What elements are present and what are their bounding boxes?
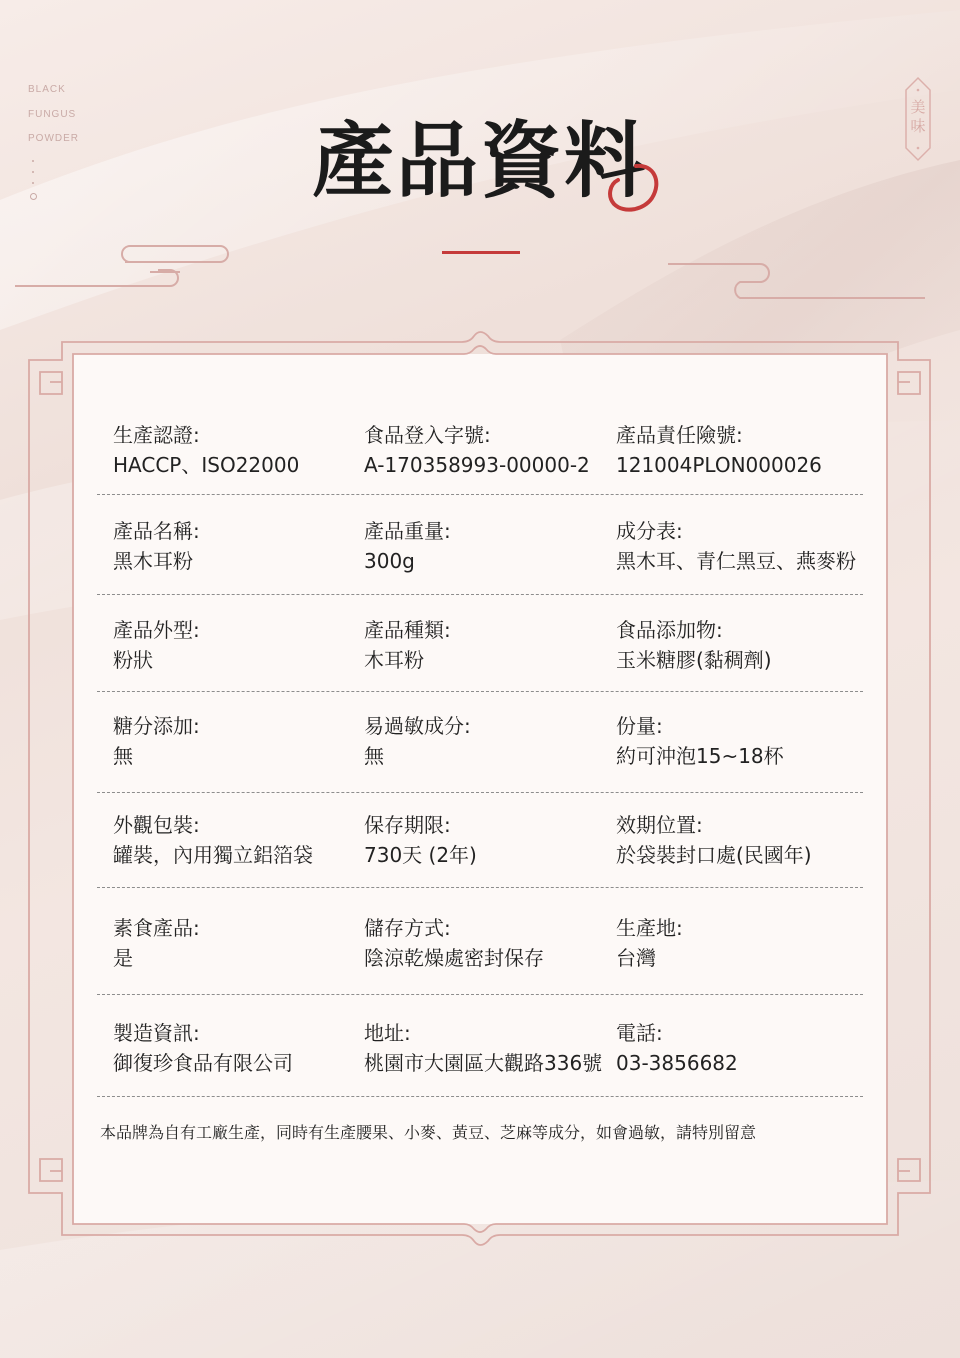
- info-cell: [113, 516, 200, 576]
- info-row: [97, 516, 863, 576]
- row-divider: [97, 1096, 863, 1097]
- field-value: 730天 (2年): [364, 843, 477, 867]
- field-value: 玉米糖膠(黏稠劑): [616, 648, 772, 672]
- info-cell: [616, 1018, 738, 1078]
- field-value: 木耳粉: [364, 648, 424, 672]
- info-cell: [616, 420, 822, 480]
- row-divider: [97, 792, 863, 793]
- info-cell: [113, 913, 200, 973]
- field-value: 黑木耳、青仁黑豆、燕麥粉: [616, 549, 856, 573]
- info-cell: [364, 913, 544, 973]
- field-value: 約可沖泡15~18杯: [616, 744, 784, 768]
- field-value: 是: [113, 946, 133, 970]
- info-cell: [616, 516, 856, 576]
- info-cell: [113, 615, 200, 675]
- field-label: 生產認證:: [113, 423, 200, 447]
- field-label: 產品外型:: [113, 618, 200, 642]
- field-label: 製造資訊:: [113, 1021, 200, 1045]
- field-label: 食品登入字號:: [364, 423, 491, 447]
- field-label: 外觀包裝:: [113, 813, 200, 837]
- field-label: 地址:: [364, 1021, 411, 1045]
- info-cell: [616, 711, 784, 771]
- field-label: 產品責任險號:: [616, 423, 743, 447]
- info-cell: [364, 711, 471, 771]
- info-cell: [364, 1018, 602, 1078]
- info-row: [97, 711, 863, 771]
- info-cell: [616, 913, 683, 973]
- info-row: [97, 420, 863, 480]
- info-cell: [364, 615, 451, 675]
- side-text-line: BLACK: [28, 84, 66, 95]
- field-label: 糖分添加:: [113, 714, 200, 738]
- field-label: 生產地:: [616, 916, 683, 940]
- info-cell: [364, 420, 590, 480]
- field-value: 黑木耳粉: [113, 549, 193, 573]
- field-label: 保存期限:: [364, 813, 451, 837]
- allergen-note: 本品牌為自有工廠生產，同時有生產腰果、小麥、黃豆、芝麻等成分，如會過敏，請特別留意: [100, 1123, 757, 1142]
- info-row: [97, 1018, 863, 1078]
- info-cell: [364, 516, 451, 576]
- row-divider: [97, 887, 863, 888]
- row-divider: [97, 494, 863, 495]
- field-label: 素食產品:: [113, 916, 200, 940]
- info-cell: [113, 810, 313, 870]
- field-value: 陰涼乾燥處密封保存: [364, 946, 544, 970]
- field-label: 效期位置:: [616, 813, 703, 837]
- field-label: 成分表:: [616, 519, 683, 543]
- side-text-line: FUNGUS: [28, 108, 77, 120]
- row-divider: [97, 691, 863, 692]
- row-divider: [97, 594, 863, 595]
- field-value: HACCP、ISO22000: [113, 453, 300, 477]
- info-cell: [113, 711, 200, 771]
- page-title: 產品資料: [311, 113, 648, 209]
- field-value: 於袋裝封口處(民國年): [616, 843, 812, 867]
- field-value: 台灣: [616, 946, 656, 970]
- field-value: A-170358993-00000-2: [364, 453, 590, 477]
- info-row: [97, 615, 863, 675]
- field-label: 儲存方式:: [364, 916, 451, 940]
- info-row: [97, 913, 863, 973]
- field-value: 粉狀: [113, 648, 153, 672]
- field-value: 300g: [364, 549, 415, 573]
- field-label: 產品名稱:: [113, 519, 200, 543]
- side-text-line: POWDER: [28, 133, 79, 144]
- info-cell: [364, 810, 477, 870]
- field-label: 電話:: [616, 1021, 663, 1045]
- info-row: [97, 810, 863, 870]
- info-cell: [616, 810, 812, 870]
- field-value: 桃園市大園區大觀路336號: [364, 1051, 603, 1075]
- field-value: 御復珍食品有限公司: [113, 1051, 293, 1075]
- badge-char: 美: [910, 98, 926, 116]
- field-label: 產品重量:: [364, 519, 451, 543]
- field-value: 無: [364, 744, 384, 768]
- field-value: 罐裝，內用獨立鋁箔袋: [113, 843, 313, 867]
- info-cell: [113, 1018, 293, 1078]
- field-value: 03-3856682: [616, 1051, 738, 1075]
- info-cell: [113, 420, 299, 480]
- field-label: 份量:: [616, 714, 663, 738]
- row-divider: [97, 994, 863, 995]
- info-cell: [616, 615, 772, 675]
- badge-char: 味: [910, 117, 926, 135]
- field-label: 食品添加物:: [616, 618, 723, 642]
- field-value: 121004PLON000026: [616, 453, 822, 477]
- field-value: 無: [113, 744, 133, 768]
- field-label: 易過敏成分:: [364, 714, 471, 738]
- field-label: 產品種類:: [364, 618, 451, 642]
